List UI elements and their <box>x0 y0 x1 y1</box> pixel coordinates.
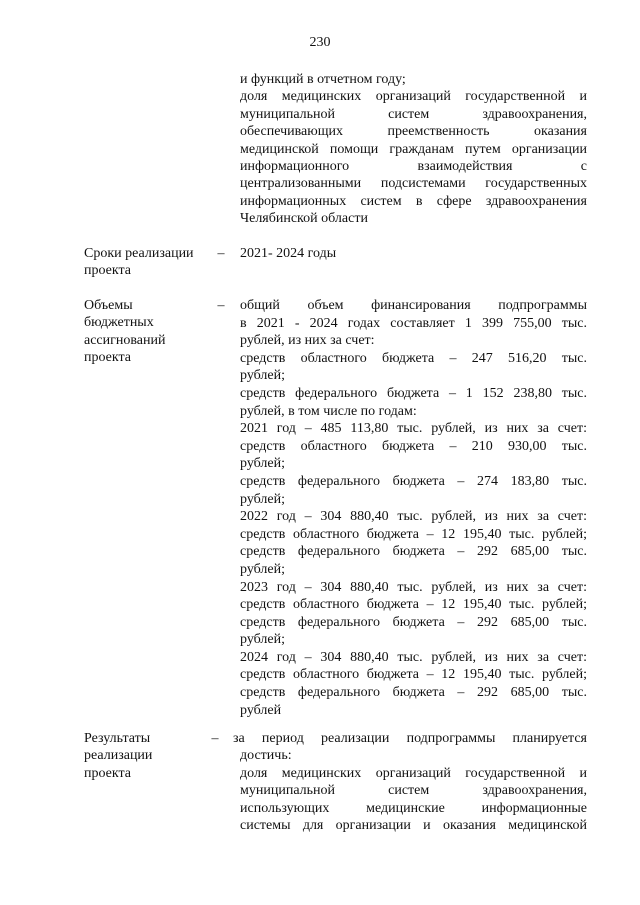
label-line: Сроки реализации <box>84 246 194 261</box>
text-line: рублей; <box>240 368 285 384</box>
label-line: Объемы <box>84 298 133 313</box>
section-dash: – <box>217 298 225 313</box>
text-line: средств федерального бюджета – 1 152 238,80 тыс. <box>240 385 587 401</box>
text-line: Челябинской области <box>240 211 368 227</box>
text-line: в 2021 - 2024 годах составляет 1 399 755,00 тыс. <box>240 315 587 331</box>
section-label <box>84 730 212 782</box>
text-line: доля медицинских организаций государственной и <box>240 765 587 781</box>
label-line: проекта <box>84 263 131 279</box>
text-line: обеспечивающих преемственность оказания <box>240 124 587 140</box>
text-line: 2021- 2024 годы <box>240 246 337 261</box>
text-line: 2024 год – 304 880,40 тыс. рублей, из них за счет: <box>240 649 587 665</box>
section-label <box>84 297 212 367</box>
text-line: за период реализации подпрограммы планируется <box>233 731 587 746</box>
text-line: общий объем финансирования подпрограммы <box>240 298 587 313</box>
text-line: рублей; <box>240 456 285 472</box>
text-line: 2023 год – 304 880,40 тыс. рублей, из них за счет: <box>240 579 587 595</box>
text-line: системы для организации и оказания медицинской <box>240 817 587 833</box>
text-line: средств областного бюджета – 12 195,40 тыс. рублей; <box>240 667 587 683</box>
section-dash: – <box>211 731 219 746</box>
text-line: централизованными подсистемами государственных <box>240 176 587 192</box>
text-line: медицинской помощи гражданам путем организации <box>240 141 587 157</box>
text-line: рублей <box>240 702 282 718</box>
text-line: средств федерального бюджета – 292 685,00 тыс. <box>240 685 587 701</box>
section-body <box>233 730 587 834</box>
text-line: рублей; <box>240 561 285 577</box>
text-line: доля медицинских организаций государственной и <box>240 89 587 105</box>
text-line: средств областного бюджета – 12 195,40 тыс. рублей; <box>240 526 587 542</box>
text-line: рублей; <box>240 491 285 507</box>
text-line: средств федерального бюджета – 274 183,80 тыс. <box>240 473 587 489</box>
text-line: рублей, в том числе по годам: <box>240 403 417 419</box>
text-line: информационного взаимодействия с <box>240 158 587 174</box>
top-continuation-body <box>240 71 587 228</box>
label-line: бюджетных <box>84 315 154 331</box>
text-line: рублей; <box>240 632 285 648</box>
label-line: проекта <box>84 765 131 781</box>
section-body <box>240 245 587 262</box>
page-number: 230 <box>309 35 331 50</box>
text-line: и функций в отчетном году; <box>240 72 406 87</box>
text-line: средств областного бюджета – 210 930,00 тыс. <box>240 438 587 454</box>
text-line: муниципальной систем здравоохранения, <box>240 106 587 122</box>
text-line: средств областного бюджета – 12 195,40 тыс. рублей; <box>240 597 587 613</box>
text-line: достичь: <box>240 748 292 764</box>
label-line: реализации <box>84 748 153 764</box>
text-line: средств федерального бюджета – 292 685,00 тыс. <box>240 544 587 560</box>
text-line: средств федерального бюджета – 292 685,00 тыс. <box>240 614 587 630</box>
section-label <box>84 245 212 280</box>
label-line: ассигнований <box>84 332 166 348</box>
text-line: использующих медицинские информационные <box>240 800 587 816</box>
label-line: Результаты <box>84 731 151 746</box>
text-line: 2021 год – 485 113,80 тыс. рублей, из них за счет: <box>240 421 587 437</box>
text-line: рублей, из них за счет: <box>240 333 375 349</box>
text-line: муниципальной систем здравоохранения, <box>240 783 587 799</box>
text-line: информационных систем в сфере здравоохранения <box>240 193 587 209</box>
text-line: средств областного бюджета – 247 516,20 тыс. <box>240 350 587 366</box>
section-body <box>240 297 587 719</box>
label-line: проекта <box>84 350 131 366</box>
section-dash: – <box>217 246 225 261</box>
text-line: 2022 год – 304 880,40 тыс. рублей, из них за счет: <box>240 509 587 525</box>
